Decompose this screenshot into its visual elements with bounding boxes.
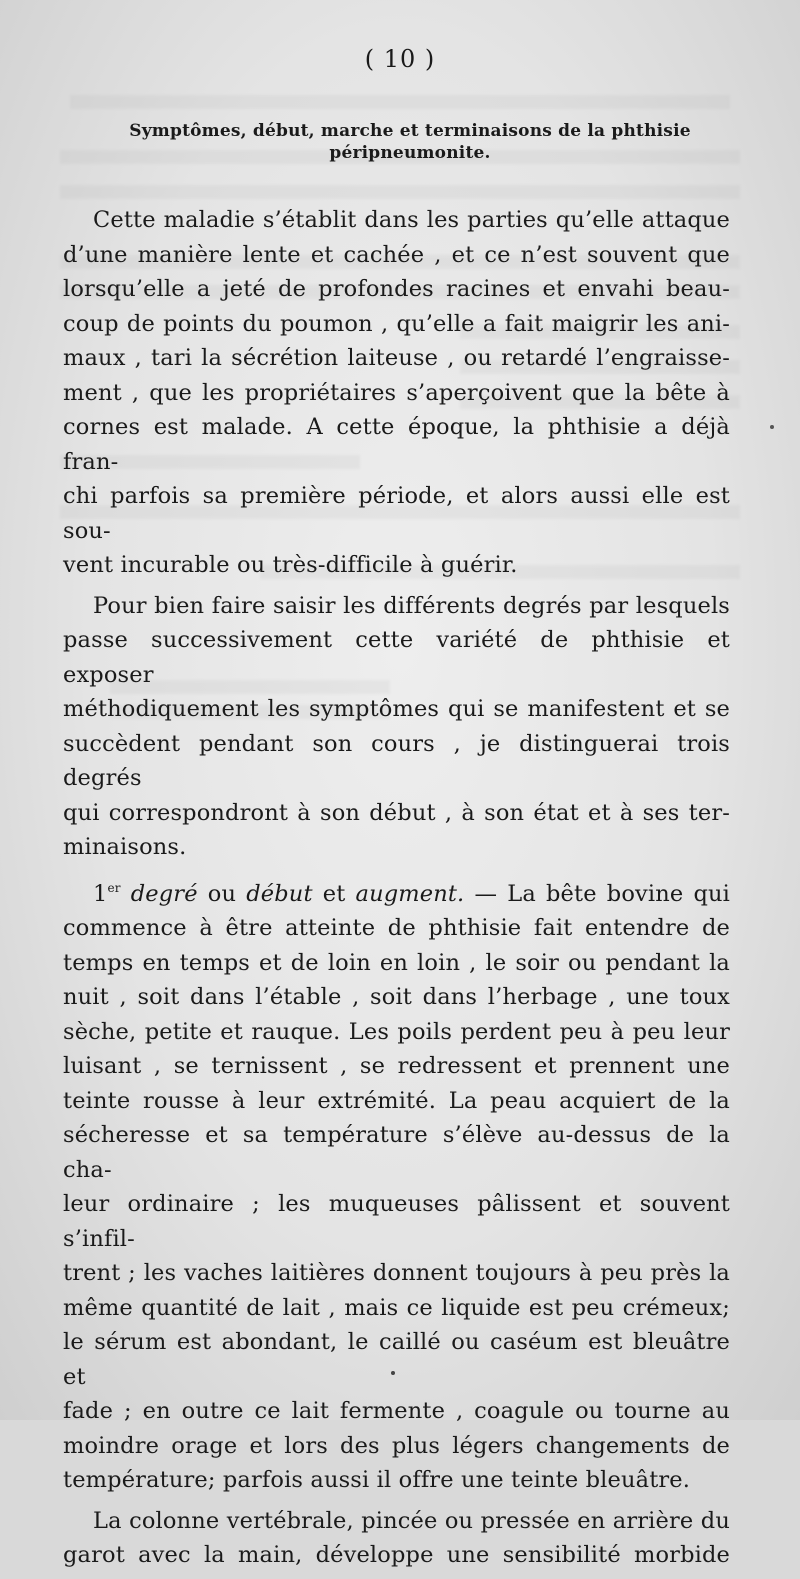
text-line: succèdent pendant son cours , je distinguerai trois degrés [63, 730, 730, 791]
text-line: passe successivement cette variété de phthisie et exposer [63, 627, 730, 688]
text-line: La colonne vertébrale, pincée ou pressée en arrière du [93, 1507, 730, 1534]
label-ou: ou [197, 880, 247, 907]
text-line: commence à être atteinte de phthisie fait entendre de [63, 915, 730, 941]
ordinal-suffix: er [107, 880, 121, 895]
paragraph-method [63, 589, 730, 865]
text-line: temps en temps et de loin en loin , le soir ou pendant la [63, 949, 730, 976]
page-number: ( 10 ) [364, 45, 436, 73]
text-line: fade ; en outre ce lait fermente , coagule ou tourne au [63, 1398, 730, 1424]
text-line: d’une manière lente et cachée , et ce n’est souvent que [63, 241, 730, 268]
text-line: le sérum est abondant, le caillé ou caséum est bleuâtre et [63, 1329, 730, 1390]
text-line: minaisons. [63, 834, 187, 860]
text-line: trent ; les vaches laitières donnent toujours à peu près la [63, 1260, 730, 1286]
paragraph-first-degree [63, 871, 730, 1498]
first-degree-heading-line [63, 871, 730, 912]
text-line: méthodiquement les symptômes qui se manifestent et se [63, 696, 730, 722]
text-line: teinte rousse à leur extrémité. La peau acquiert de la [63, 1087, 730, 1114]
text-line: qui correspondront à son début , à son état et à ses ter- [63, 799, 730, 826]
text-line: luisant , se ternissent , se redressent et prennent une [63, 1053, 730, 1079]
text-line: vent incurable ou très-difficile à guérir. [63, 552, 518, 578]
text-line: coup de points du poumon , qu’elle a fait maigrir les ani- [63, 310, 730, 337]
body-text [63, 203, 730, 1579]
paragraph-intro [63, 203, 730, 583]
text-line: Cette maladie s’établit dans les parties qu’elle attaque [93, 207, 730, 233]
label-debut: début [246, 880, 313, 907]
label-augment: augment. [355, 880, 465, 907]
heading-line-2: péripneumonite. [329, 143, 491, 163]
text-line: ment , que les propriétaires s’aperçoivent que la bête à [63, 379, 730, 406]
text-line: garot avec la main, développe une sensibilité morbide [63, 1542, 730, 1568]
text-line: chi parfois sa première période, et alors aussi elle est sou- [63, 483, 730, 544]
section-heading [70, 120, 750, 164]
text-line: nuit , soit dans l’étable , soit dans l’herbage , une toux [63, 984, 730, 1010]
text-line: cornes est malade. A cette époque, la phthisie a déjà fran- [63, 414, 730, 475]
text-line: sécheresse et sa température s’élève au-dessus de la cha- [63, 1122, 730, 1183]
ordinal: 1 [93, 880, 108, 907]
label-et: et [312, 880, 356, 907]
text-line: Pour bien faire saisir les différents degrés par lesquels [93, 592, 730, 619]
text-line: sèche, petite et rauque. Les poils perdent peu à peu leur [63, 1018, 730, 1045]
text-line: maux , tari la sécrétion laiteuse , ou retardé l’engraisse- [63, 345, 730, 371]
text-line: leur ordinaire ; les muqueuses pâlissent et souvent s’infil- [63, 1191, 730, 1252]
text-line: même quantité de lait , mais ce liquide est peu crémeux; [63, 1294, 730, 1321]
label-degree: degré [130, 880, 198, 907]
heading-line-1: Symptômes, début, marche et terminaisons de la phthisie [129, 121, 691, 141]
text-line: lorsqu’elle a jeté de profondes racines et envahi beau- [63, 276, 730, 302]
first-line-rest: — La bête bovine qui [464, 880, 730, 907]
text-line: moindre orage et lors des plus légers changements de [63, 1432, 730, 1459]
paragraph-spine [63, 1504, 730, 1573]
text-line: température; parfois aussi il offre une teinte bleuâtre. [63, 1467, 691, 1493]
